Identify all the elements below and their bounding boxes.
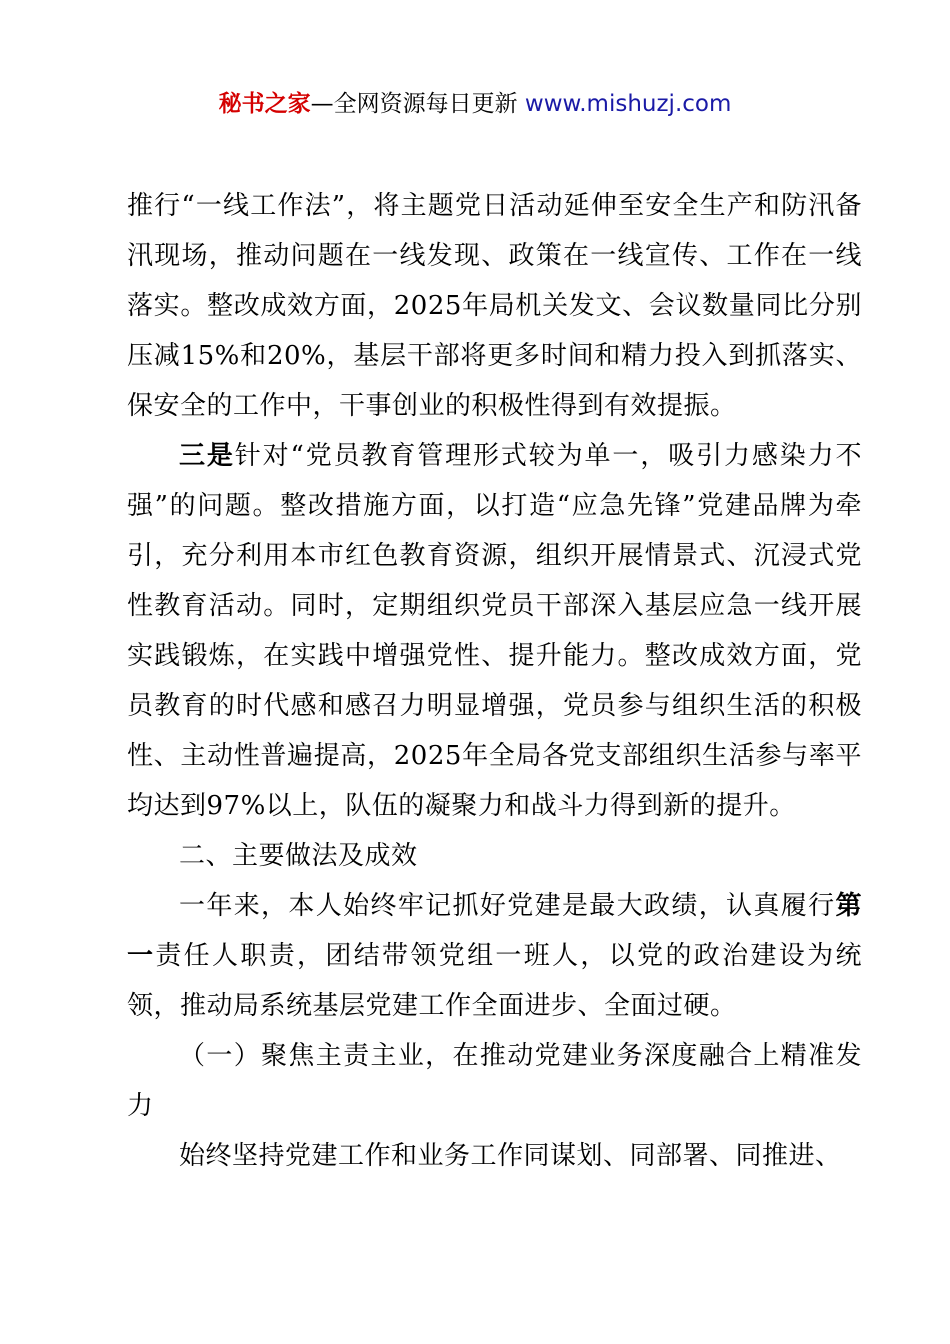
point-three-text: 针对“党员教育管理形式较为单一，吸引力感染力不强”的问题。整改措施方面，以打造“应急先锋”党建品牌为牵引，充分利用本市红色教育资源，组织开展情景式、沉浸式党性教育活动。同时，定期组织党员干部深入基层应急一线开展实践锻炼，在实践中增强党性、提升能力。整改成效方面，党员教育的时代感和感召力明显增强，党员参与组织生活的积极性、主动性普遍提高，2025年全局各党支部组织生活参与率平均达到97%以上，队伍的凝聚力和战斗力得到新的提升。 bbox=[127, 441, 862, 821]
paragraph-overview bbox=[127, 881, 862, 1031]
document-body bbox=[127, 181, 862, 1181]
overview-text-start: 一年来，本人始终牢记抓好党建是最大政绩，认真履行 bbox=[179, 891, 836, 921]
point-three-lead: 三是 bbox=[179, 441, 235, 471]
paragraph-point-three bbox=[127, 431, 862, 831]
overview-bold-term: 第一 bbox=[127, 891, 862, 971]
brand-name: 秘书之家 bbox=[218, 91, 311, 117]
overview-text-end: 责任人职责，团结带领党组一班人，以党的政治建设为统领，推动局系统基层党建工作全面进步、全面过硬。 bbox=[127, 941, 862, 1021]
site-url-link[interactable]: www.mishuzj.com bbox=[524, 91, 732, 117]
paragraph-continuation: 推行“一线工作法”，将主题党日活动延伸至安全生产和防汛备汛现场，推动问题在一线发现、政策在一线宣传、工作在一线落实。整改成效方面，2025年局机关发文、会议数量同比分别压减15%和20%，基层干部将更多时间和精力投入到抓落实、保安全的工作中，干事创业的积极性得到有效提振。 bbox=[127, 191, 862, 421]
subheading-one: （一）聚焦主责主业，在推动党建业务深度融合上精准发力 bbox=[127, 1041, 862, 1121]
header-tagline: —全网资源每日更新 bbox=[310, 91, 525, 117]
paragraph-closing: 始终坚持党建工作和业务工作同谋划、同部署、同推进、 bbox=[179, 1141, 842, 1171]
section-heading-two: 二、主要做法及成效 bbox=[179, 841, 418, 871]
site-header bbox=[0, 84, 950, 124]
